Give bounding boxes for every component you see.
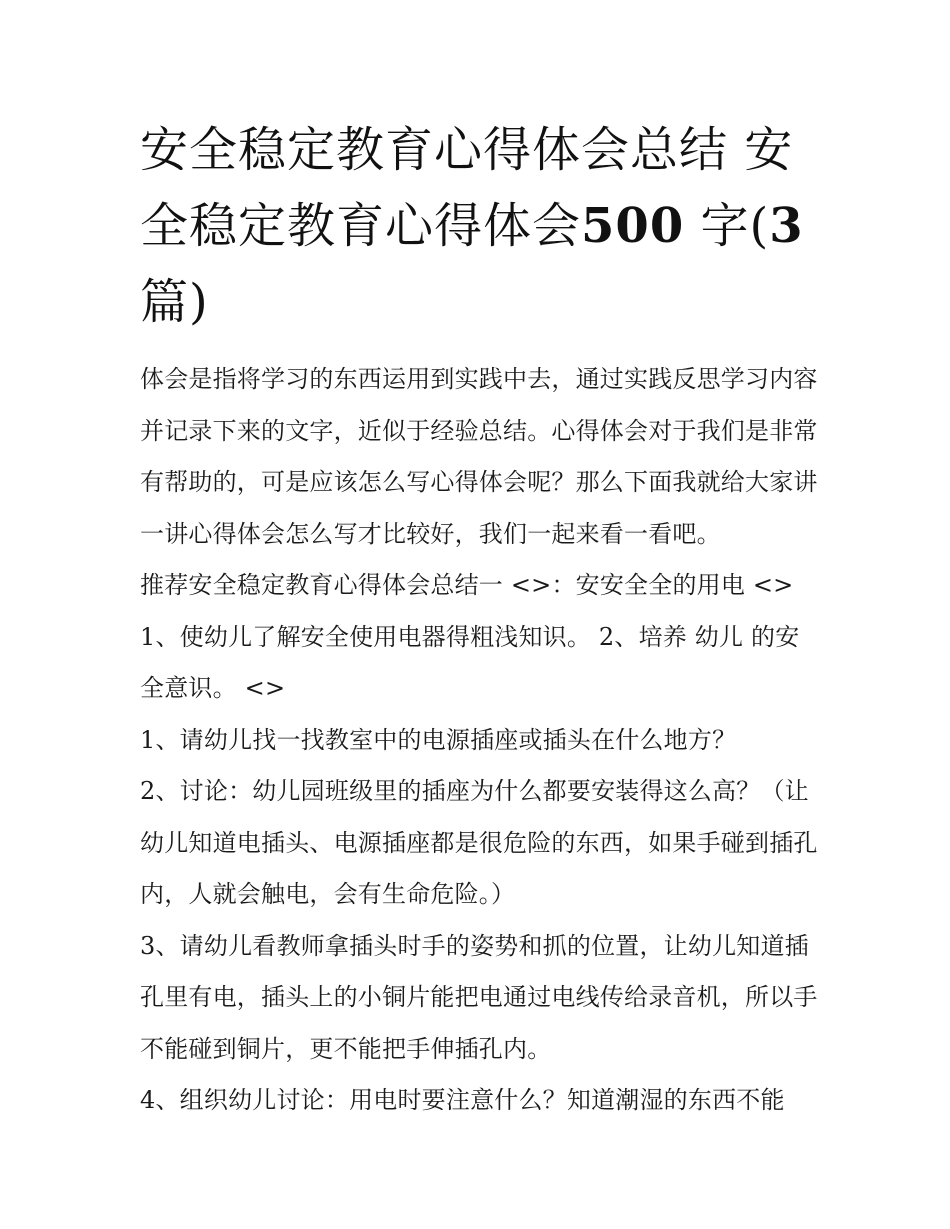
paragraph-intro: 体会是指将学习的东西运用到实践中去，通过实践反思学习内容并记录下来的文字，近似于经验总结。心得体会对于我们是非常有帮助的，可是应该怎么写心得体会呢？那么下面我就给大家讲一讲心得体会怎么写才比较好，我们一起来看一看吧。 — [140, 365, 818, 548]
title-line3: 篇) — [140, 274, 209, 330]
paragraph-recommend: 推荐安全稳定教育心得体会总结一 <>：安安全全的用电 <> — [140, 571, 794, 599]
paragraph-goals: 1、使幼儿了解安全使用电器得粗浅知识。 2、培养 幼儿 的安全意识。 <> — [140, 622, 800, 702]
page-title — [140, 112, 820, 340]
title-line2-text: 全稳定教育心得体会 — [140, 198, 582, 254]
paragraph-step-1: 1、请幼儿找一找教室中的电源插座或插头在什么地方？ — [140, 725, 737, 754]
title-line2-number: 500 — [581, 198, 685, 254]
document-body — [140, 354, 820, 1127]
paragraph-step-3: 3、请幼儿看教师拿插头时手的姿势和抓的位置，让幼儿知道插孔里有电，插头上的小铜片能把电通过电线传给录音机，所以手不能碰到铜片，更不能把手伸插孔内。 — [140, 931, 818, 1063]
paragraph-step-4: 4、组织幼儿讨论：用电时要注意什么？知道潮湿的东西不能 — [140, 1086, 785, 1114]
title-line2-count: 3 — [769, 198, 804, 254]
title-line2-text-b: 字( — [684, 198, 770, 254]
paragraph-step-2: 2、讨论：幼儿园班级里的插座为什么都要安装得这么高？（让幼儿知道电插头、电源插座都是很危险的东西，如果手碰到插孔内，人就会触电，会有生命危险。） — [140, 777, 818, 908]
title-line1: 安全稳定教育心得体会总结 安 — [140, 122, 794, 178]
